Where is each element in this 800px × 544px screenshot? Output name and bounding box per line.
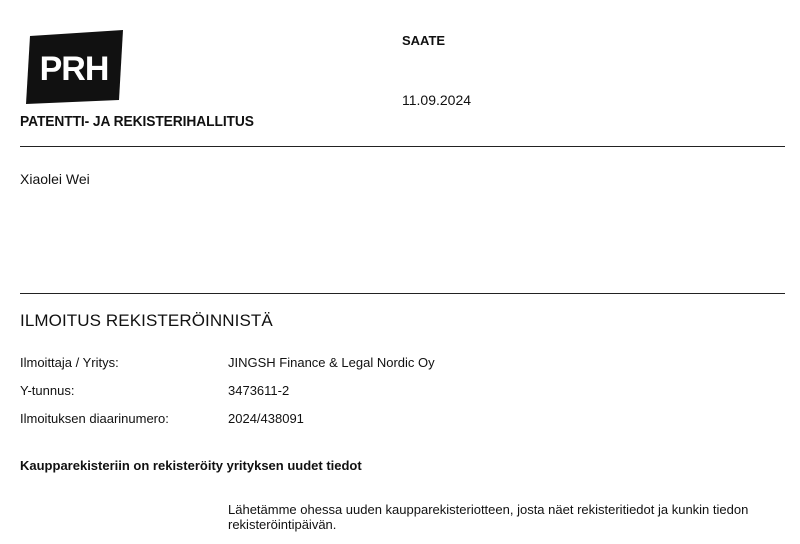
field-label-notifier: Ilmoittaja / Yritys: <box>20 355 119 370</box>
document-type: SAATE <box>402 33 446 48</box>
recipient-name: Xiaolei Wei <box>20 171 90 187</box>
document-date: 11.09.2024 <box>402 92 472 108</box>
logo-text: PRH <box>39 50 109 88</box>
field-value-record-number: 2024/438091 <box>228 411 304 426</box>
notice-title: ILMOITUS REKISTERÖINNISTÄ <box>20 311 273 330</box>
prh-logo-badge <box>26 30 126 104</box>
organization-name: PATENTTI- JA REKISTERIHALLITUS <box>20 113 254 130</box>
section-heading: Kaupparekisteriin on rekisteröity yrityksen uudet tiedot <box>20 458 362 473</box>
header-divider <box>20 146 785 147</box>
field-value-notifier: JINGSH Finance & Legal Nordic Oy <box>228 355 435 370</box>
field-value-business-id: 3473611-2 <box>228 383 290 398</box>
field-label-business-id: Y-tunnus: <box>20 383 75 398</box>
section-body-text: Lähetämme ohessa uuden kaupparekisteriotteen, josta näet rekisteritiedot ja kunkin tiedon rekisteröintipäivän. <box>228 502 749 532</box>
recipient-divider <box>20 293 785 294</box>
prh-logo <box>26 30 126 104</box>
field-label-record-number: Ilmoituksen diaarinumero: <box>20 411 169 426</box>
